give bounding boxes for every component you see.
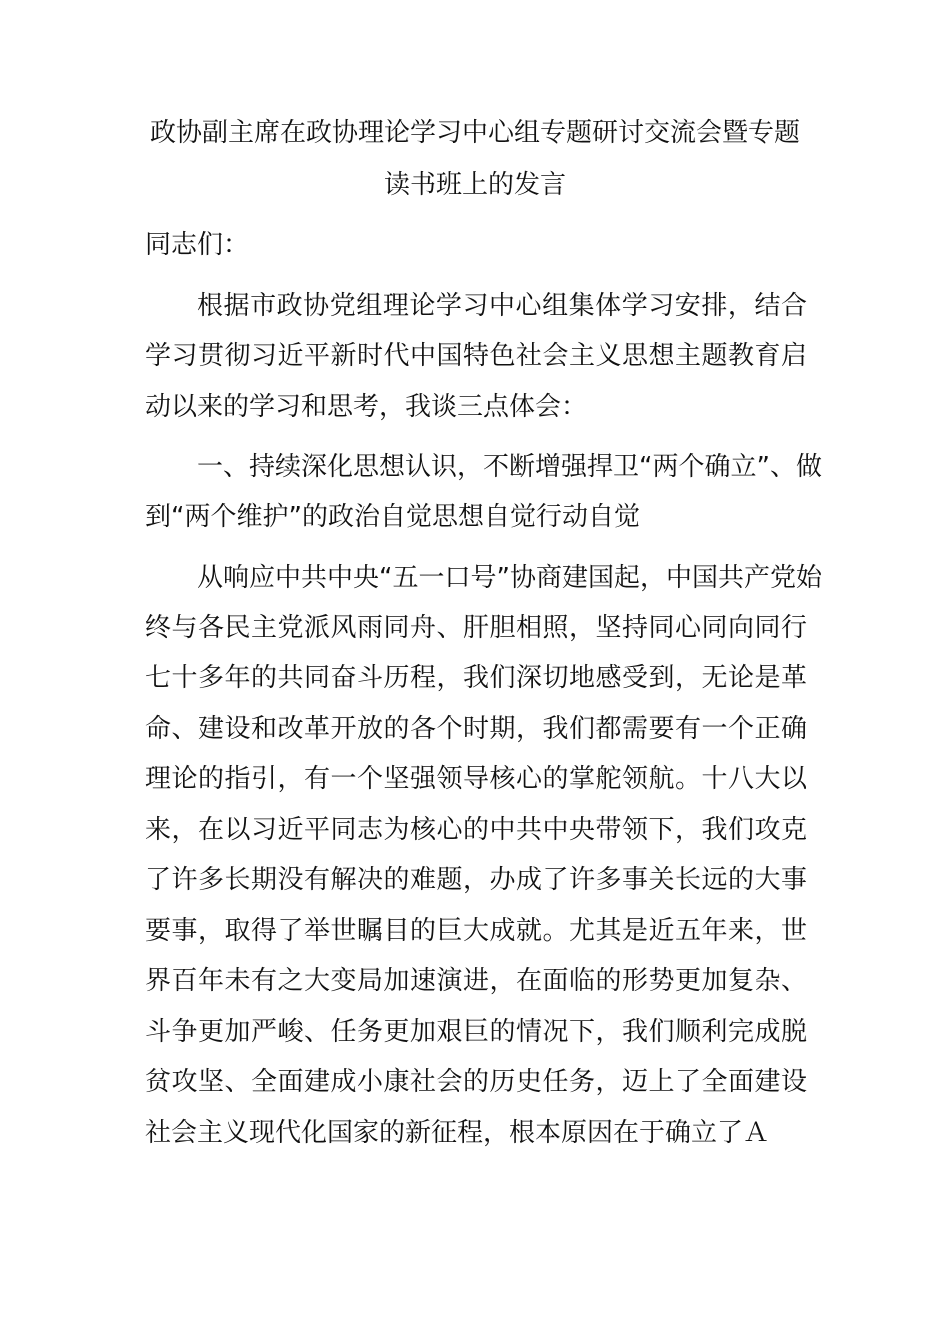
paragraph-2-line-11: 贫攻坚、全面建成小康社会的历史任务，迈上了全面建设 [145, 1067, 807, 1097]
paragraph-2-line-2: 终与各民主党派风雨同舟、肝胆相照，坚持同心同向同行 [145, 613, 807, 643]
paragraph-1-line-3: 动以来的学习和思考，我谈三点体会： [145, 392, 588, 422]
document-title-line-2: 读书班上的发言 [383, 170, 566, 200]
paragraph-2-line-5: 理论的指引，有一个坚强领导核心的掌舵领航。十八大以 [145, 764, 807, 794]
paragraph-2-line-4: 命、建设和改革开放的各个时期，我们都需要有一个正确 [145, 714, 807, 744]
paragraph-2-line-6: 来，在以习近平同志为核心的中共中央带领下，我们攻克 [145, 815, 807, 845]
paragraph-2-line-7: 了许多长期没有解决的难题，办成了许多事关长远的大事 [145, 865, 807, 895]
salutation: 同志们： [145, 230, 250, 260]
document-title-line-1: 政协副主席在政协理论学习中心组专题研讨交流会暨专题 [149, 118, 800, 148]
paragraph-1-line-1: 根据市政协党组理论学习中心组集体学习安排，结合 [197, 291, 807, 321]
section-heading-1-line-1: 一、持续深化思想认识，不断增强捍卫“两个确立”、做 [197, 452, 822, 482]
paragraph-2-line-8: 要事，取得了举世瞩目的巨大成就。尤其是近五年来，世 [145, 916, 807, 946]
paragraph-2-line-3: 七十多年的共同奋斗历程，我们深切地感受到，无论是革 [145, 663, 807, 693]
paragraph-2-line-9: 界百年未有之大变局加速演进，在面临的形势更加复杂、 [145, 966, 807, 996]
paragraph-1-line-2: 学习贯彻习近平新时代中国特色社会主义思想主题教育启 [145, 341, 807, 371]
section-heading-1-line-2: 到“两个维护”的政治自觉思想自觉行动自觉 [145, 502, 640, 532]
paragraph-2-line-12: 社会主义现代化国家的新征程，根本原因在于确立了Ａ [145, 1118, 770, 1148]
paragraph-2-line-10: 斗争更加严峻、任务更加艰巨的情况下，我们顺利完成脱 [145, 1017, 807, 1047]
paragraph-2-line-1: 从响应中共中央“五一口号”协商建国起，中国共产党始 [197, 563, 822, 593]
